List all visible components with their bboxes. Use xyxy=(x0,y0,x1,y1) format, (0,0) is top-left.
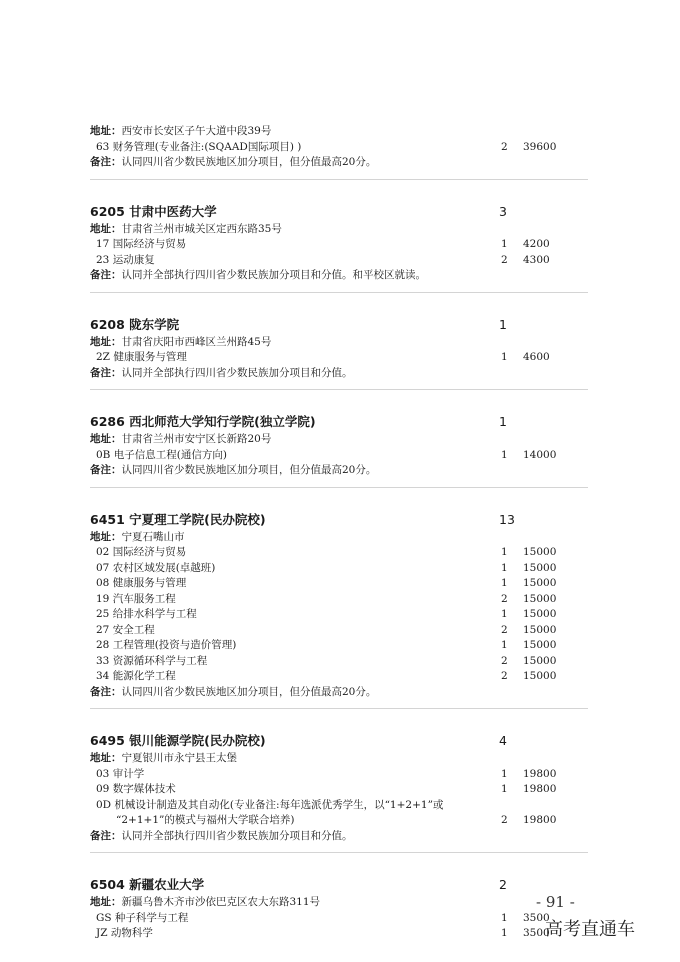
field-value: 甘肃省兰州市城关区定西东路35号 xyxy=(121,222,282,235)
plan-count: 1 xyxy=(501,546,508,558)
tuition-fee: 4300 xyxy=(523,253,550,266)
section-divider xyxy=(90,292,588,293)
entry-text: 0D 机械设计制造及其自动化(专业备注:每年选派优秀学生，以“1+2+1”或 xyxy=(96,798,444,811)
entry-text: 19 汽车服务工程 xyxy=(96,592,176,605)
entry-text: 28 工程管理(投资与造价管理) xyxy=(96,639,237,651)
field-value: 甘肃省兰州市安宁区长新路20号 xyxy=(121,433,272,445)
plan-count: 1 xyxy=(501,927,508,939)
major-row xyxy=(90,638,590,653)
plan-count: 2 xyxy=(501,592,508,605)
watermark-logo: 高考直通车 xyxy=(545,919,635,940)
entry-text xyxy=(90,335,271,350)
plan-count: 1 xyxy=(501,911,508,924)
tuition-fee: 15000 xyxy=(523,546,557,558)
plan-count: 2 xyxy=(499,877,507,892)
section-divider xyxy=(90,708,588,709)
plan-count: 1 xyxy=(501,783,508,795)
plan-count: 1 xyxy=(501,608,508,620)
info-line xyxy=(90,124,590,139)
university-name: 6286 西北师范大学知行学院(独立学院) xyxy=(90,414,316,429)
section-divider xyxy=(90,487,588,488)
field-label: 地址： xyxy=(90,896,122,908)
tuition-fee: 4200 xyxy=(523,238,550,250)
entry-text: 08 健康服务与管理 xyxy=(96,577,187,589)
university-name: 6205 甘肃中医药大学 xyxy=(90,203,217,219)
major-row xyxy=(90,926,590,941)
info-line xyxy=(90,463,590,478)
university-heading xyxy=(90,732,590,750)
university-name: 6504 新疆农业大学 xyxy=(90,877,205,892)
major-row xyxy=(90,448,590,463)
entry-text: 09 数字媒体技术 xyxy=(96,783,176,795)
section-divider xyxy=(90,852,588,853)
major-row xyxy=(90,237,590,252)
plan-count: 2 xyxy=(501,654,508,667)
plan-count: 1 xyxy=(501,639,508,651)
plan-count: 1 xyxy=(501,561,508,574)
tuition-fee: 15000 xyxy=(523,639,557,651)
tuition-fee: 3500 xyxy=(523,927,550,939)
university-heading xyxy=(90,316,590,334)
field-label: 备注： xyxy=(90,156,122,168)
plan-count: 2 xyxy=(501,623,508,636)
university-name: 6208 陇东学院 xyxy=(90,316,180,332)
major-row xyxy=(90,654,590,669)
field-label: 备注： xyxy=(90,685,122,698)
university-heading xyxy=(90,413,590,431)
entry-text: 27 安全工程 xyxy=(96,623,155,636)
university-heading xyxy=(90,876,590,894)
entry-text: 07 农村区域发展(卓越班) xyxy=(96,561,216,574)
field-value: 认同并全部执行四川省少数民族加分项目和分值。和平校区就读。 xyxy=(121,269,426,281)
entry-text xyxy=(90,366,353,381)
field-value: 认同并全部执行四川省少数民族加分项目和分值。 xyxy=(121,366,353,379)
plan-count: 4 xyxy=(499,733,507,748)
field-value: 认同并全部执行四川省少数民族加分项目和分值。 xyxy=(121,829,353,842)
tuition-fee: 39600 xyxy=(523,140,557,153)
entry-text xyxy=(90,751,237,766)
entry-text: 03 审计学 xyxy=(96,767,145,780)
field-value: 西安市长安区子午大道中段39号 xyxy=(121,125,272,137)
info-line xyxy=(90,366,590,381)
university-heading xyxy=(90,203,590,221)
field-value: 甘肃省庆阳市西峰区兰州路45号 xyxy=(121,335,272,348)
tuition-fee: 15000 xyxy=(523,670,557,682)
tuition-fee: 4600 xyxy=(523,351,550,363)
plan-count: 2 xyxy=(501,814,508,826)
major-row xyxy=(90,576,590,591)
info-line xyxy=(90,685,590,700)
field-label: 地址： xyxy=(90,222,122,235)
entry-text: 0B 电子信息工程(通信方向) xyxy=(96,448,227,461)
plan-count: 1 xyxy=(501,351,508,363)
major-row xyxy=(90,767,590,782)
entry-text: “2+1+1”的模式与福州大学联合培养) xyxy=(116,814,295,826)
tuition-fee: 14000 xyxy=(523,448,557,461)
major-row xyxy=(90,911,590,926)
page-number: - 91 - xyxy=(536,893,575,911)
field-label: 备注： xyxy=(90,366,122,379)
entry-text: 33 资源循环科学与工程 xyxy=(96,654,208,667)
tuition-fee: 15000 xyxy=(523,592,557,605)
info-line xyxy=(90,751,590,766)
tuition-fee: 15000 xyxy=(523,577,557,589)
field-label: 地址： xyxy=(90,335,122,348)
info-line xyxy=(90,268,590,283)
section-divider xyxy=(90,389,588,390)
entry-text: GS 种子科学与工程 xyxy=(96,911,189,924)
plan-count: 1 xyxy=(499,414,507,429)
tuition-fee: 19800 xyxy=(523,783,557,795)
field-label: 地址： xyxy=(90,752,122,764)
entry-text xyxy=(90,155,376,170)
major-row xyxy=(90,782,590,797)
plan-count: 13 xyxy=(499,511,515,527)
major-row xyxy=(90,669,590,684)
major-row xyxy=(90,813,590,828)
tuition-fee: 15000 xyxy=(523,654,557,667)
entry-text: 34 能源化学工程 xyxy=(96,670,176,682)
field-label: 地址： xyxy=(90,433,122,445)
major-row xyxy=(90,623,590,638)
tuition-fee: 15000 xyxy=(523,561,557,574)
field-value: 认同四川省少数民族地区加分项目，但分值最高20分。 xyxy=(121,464,377,476)
info-line xyxy=(90,222,590,237)
field-value: 宁夏银川市永宁县王太堡 xyxy=(121,752,237,764)
field-label: 备注： xyxy=(90,269,122,281)
plan-count: 2 xyxy=(501,253,508,266)
field-value: 认同四川省少数民族地区加分项目，但分值最高20分。 xyxy=(121,685,377,698)
major-row xyxy=(90,545,590,560)
entry-text xyxy=(90,685,376,700)
tuition-fee: 3500 xyxy=(523,911,550,924)
info-line xyxy=(90,155,590,170)
field-value: 新疆乌鲁木齐市沙依巴克区农大东路311号 xyxy=(121,896,321,908)
entry-text xyxy=(90,432,271,447)
tuition-fee: 19800 xyxy=(523,767,557,780)
field-label: 备注： xyxy=(90,464,122,476)
field-value: 宁夏石嘴山市 xyxy=(121,530,185,543)
field-label: 地址： xyxy=(90,530,122,543)
major-row xyxy=(90,253,590,268)
entry-text: 02 国际经济与贸易 xyxy=(96,546,187,558)
major-row xyxy=(90,350,590,365)
section-divider xyxy=(90,179,588,180)
info-line xyxy=(90,895,590,910)
entry-text: 25 给排水科学与工程 xyxy=(96,608,197,620)
info-line xyxy=(90,530,590,545)
info-line xyxy=(90,335,590,350)
info-line xyxy=(90,432,590,447)
entry-text xyxy=(90,463,376,478)
university-heading xyxy=(90,511,590,529)
entry-text xyxy=(90,829,353,844)
tuition-fee: 19800 xyxy=(523,814,557,826)
major-row xyxy=(90,561,590,576)
plan-count: 3 xyxy=(499,203,507,219)
tuition-fee: 15000 xyxy=(523,608,557,620)
plan-count: 1 xyxy=(501,577,508,589)
field-label: 地址： xyxy=(90,125,122,137)
entry-text: 2Z 健康服务与管理 xyxy=(96,351,187,363)
major-row xyxy=(90,607,590,622)
entry-text xyxy=(90,222,282,237)
entry-text xyxy=(90,124,271,139)
plan-count: 2 xyxy=(501,140,508,153)
entry-text xyxy=(90,530,185,545)
plan-count: 1 xyxy=(501,767,508,780)
plan-count: 1 xyxy=(501,448,508,461)
major-row xyxy=(90,140,590,155)
entry-text xyxy=(90,895,320,910)
entry-text: JZ 动物科学 xyxy=(96,927,153,939)
info-line xyxy=(90,829,590,844)
field-value: 认同四川省少数民族地区加分项目，但分值最高20分。 xyxy=(121,156,377,168)
plan-count: 2 xyxy=(501,670,508,682)
plan-count: 1 xyxy=(501,238,508,250)
major-row xyxy=(90,798,590,813)
university-name: 6495 银川能源学院(民办院校) xyxy=(90,733,266,748)
tuition-fee: 15000 xyxy=(523,623,557,636)
entry-text xyxy=(90,268,426,283)
field-label: 备注： xyxy=(90,829,122,842)
entry-text: 17 国际经济与贸易 xyxy=(96,238,187,250)
major-row xyxy=(90,592,590,607)
university-name: 6451 宁夏理工学院(民办院校) xyxy=(90,511,266,527)
entry-text: 63 财务管理(专业备注:(SQAAD国际项目) ) xyxy=(96,140,302,153)
entry-text: 23 运动康复 xyxy=(96,253,155,266)
plan-count: 1 xyxy=(499,316,507,332)
